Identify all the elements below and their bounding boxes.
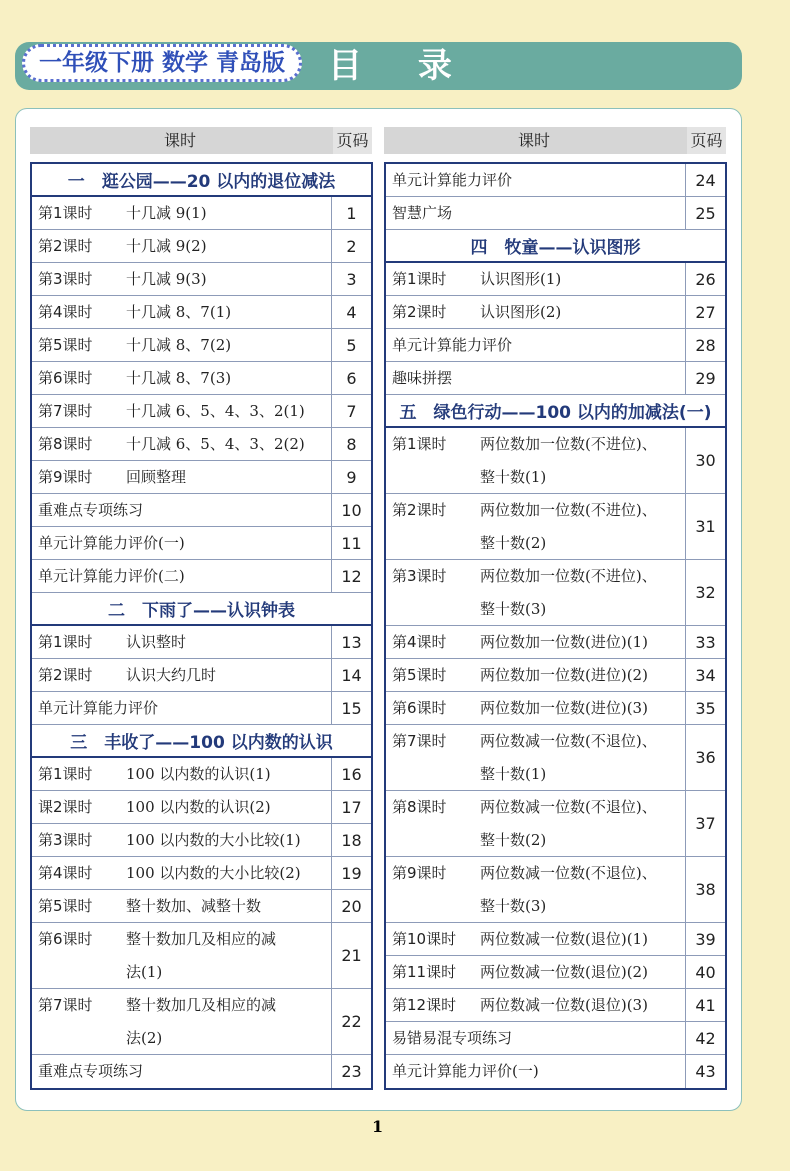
entry-title [126, 890, 261, 922]
lesson-label: 第7课时 [392, 732, 447, 750]
entry-title [480, 626, 648, 658]
entry-title-line: 100 以内数的认识(2) [126, 798, 271, 816]
entry-title-line: 法(1) [126, 963, 163, 981]
lesson-label: 第2课时 [38, 666, 93, 684]
entry-title-cell [386, 956, 685, 988]
page-number-cell: 30 [685, 428, 725, 493]
entry-title-cell [32, 494, 331, 526]
toc-entry[interactable] [386, 1055, 725, 1088]
toc-entry[interactable] [386, 428, 725, 494]
entry-title-line: 认识图形(2) [480, 303, 562, 321]
section-heading: 四 牧童——认识图形 [386, 230, 725, 263]
entry-title [392, 197, 452, 229]
entry-title [480, 989, 648, 1021]
toc-entry[interactable] [386, 494, 725, 560]
lesson-label: 第5课时 [38, 336, 93, 354]
page-number-cell: 24 [685, 164, 725, 196]
page-number-cell: 26 [685, 263, 725, 295]
lesson-label: 第6课时 [38, 930, 93, 948]
entry-title-cell [32, 824, 331, 856]
page-number-cell: 9 [331, 461, 371, 493]
lesson-label: 第10课时 [392, 930, 457, 948]
lesson-label: 第3课时 [38, 270, 93, 288]
page-number-cell: 21 [331, 923, 371, 988]
page-number-cell: 10 [331, 494, 371, 526]
entry-title-cell [386, 164, 685, 196]
entry-title-line: 认识图形(1) [480, 270, 562, 288]
entry-title-cell [386, 626, 685, 658]
page-number-cell: 16 [331, 758, 371, 790]
entry-title [126, 230, 207, 262]
page-number-cell: 4 [331, 296, 371, 328]
entry-title-line: 两位数减一位数(退位)(3) [480, 996, 648, 1014]
entry-title [126, 197, 207, 229]
entry-title-cell [386, 659, 685, 691]
entry-title-line: 整十数(3) [480, 600, 547, 618]
entry-title-line: 两位数减一位数(退位)(1) [480, 930, 648, 948]
page-title: 目 录 [328, 46, 474, 86]
page-header: 页码 [687, 127, 726, 154]
entry-title [392, 1055, 539, 1088]
entry-title-line: 100 以内数的大小比较(1) [126, 831, 301, 849]
entry-title-line: 十几减 8、7(1) [126, 303, 232, 321]
page-number-cell: 39 [685, 923, 725, 955]
entry-title-line: 整十数(2) [480, 831, 547, 849]
entry-title-cell [386, 263, 685, 295]
section-heading: 五 绿色行动——100 以内的加减法(一) [386, 395, 725, 428]
entry-title-line: 整十数加几及相应的减 [126, 930, 277, 948]
entry-title [480, 857, 657, 922]
entry-title [480, 725, 657, 790]
entry-title [38, 1055, 143, 1088]
entry-title-line: 十几减 9(1) [126, 204, 207, 222]
entry-title [126, 626, 186, 658]
entry-title-cell [32, 758, 331, 790]
entry-title [126, 362, 231, 394]
entry-title-line: 十几减 8、7(3) [126, 369, 232, 387]
lesson-label: 第5课时 [38, 897, 93, 915]
entry-title-line: 单元计算能力评价(二) [38, 567, 185, 585]
lesson-label: 第8课时 [392, 798, 447, 816]
page-number-cell: 37 [685, 791, 725, 856]
entry-title-line: 整十数(1) [480, 765, 547, 783]
entry-title-cell [386, 428, 685, 493]
toc-entry[interactable] [32, 230, 371, 263]
toc-entry[interactable] [32, 923, 371, 989]
page-number-cell: 43 [685, 1055, 725, 1088]
toc-entry[interactable] [386, 923, 725, 956]
entry-title-cell [386, 494, 685, 559]
entry-title [392, 164, 512, 196]
entry-title [126, 395, 305, 427]
entry-title-cell [32, 428, 331, 460]
entry-title-cell [32, 857, 331, 889]
lesson-label: 第1课时 [38, 633, 93, 651]
entry-title [480, 956, 648, 988]
lesson-label: 第2课时 [38, 237, 93, 255]
entry-title-line: 回顾整理 [126, 468, 187, 486]
page-number-cell: 33 [685, 626, 725, 658]
entry-title-line: 单元计算能力评价(一) [38, 534, 185, 552]
entry-title [38, 494, 143, 526]
page-number-cell: 23 [331, 1055, 371, 1088]
entry-title [480, 428, 657, 493]
entry-title-cell [386, 692, 685, 724]
lesson-label: 第9课时 [392, 864, 447, 882]
toc-entry[interactable] [32, 329, 371, 362]
entry-title-line: 整十数(3) [480, 897, 547, 915]
page-number-cell: 7 [331, 395, 371, 427]
entry-title-line: 整十数(2) [480, 534, 547, 552]
entry-title-line: 智慧广场 [392, 204, 453, 222]
entry-title [392, 1022, 512, 1054]
toc-entry[interactable] [386, 164, 725, 197]
entry-title-line: 趣味拼摆 [392, 369, 453, 387]
entry-title-line: 两位数加一位数(不进位)、 [480, 501, 657, 519]
toc-entry[interactable] [386, 296, 725, 329]
toc-entry[interactable] [32, 989, 371, 1055]
entry-title-line: 易错易混专项练习 [392, 1029, 513, 1047]
toc-entry[interactable] [32, 824, 371, 857]
entry-title-line: 十几减 9(2) [126, 237, 207, 255]
toc-entry[interactable] [32, 626, 371, 659]
lesson-label: 第5课时 [392, 666, 447, 684]
page-number-cell: 27 [685, 296, 725, 328]
page-number-cell: 40 [685, 956, 725, 988]
page-number-cell: 25 [685, 197, 725, 229]
toc-entry[interactable] [32, 197, 371, 230]
toc-entry[interactable] [386, 692, 725, 725]
book-badge: 一年级下册 数学 青岛版 [22, 44, 302, 82]
entry-title-cell [386, 791, 685, 856]
entry-title [392, 329, 512, 361]
entry-title [126, 296, 231, 328]
page-number-cell: 31 [685, 494, 725, 559]
entry-title-line: 十几减 6、5、4、3、2(1) [126, 402, 305, 420]
entry-title-line: 十几减 8、7(2) [126, 336, 232, 354]
entry-title-cell [32, 659, 331, 691]
page-number-cell: 2 [331, 230, 371, 262]
toc-entry[interactable] [386, 329, 725, 362]
entry-title-line: 两位数减一位数(不退位)、 [480, 798, 657, 816]
toc-entry[interactable] [386, 989, 725, 1022]
entry-title-line: 两位数加一位数(进位)(1) [480, 633, 648, 651]
entry-title-line: 单元计算能力评价 [38, 699, 159, 717]
page-number-cell: 32 [685, 560, 725, 625]
toc-entry[interactable] [32, 758, 371, 791]
entry-title-cell [32, 923, 331, 988]
page-number-cell: 36 [685, 725, 725, 790]
toc-entry[interactable] [386, 791, 725, 857]
entry-title-line: 单元计算能力评价 [392, 336, 513, 354]
right-contents-table [384, 162, 727, 1090]
lesson-label: 第1课时 [38, 204, 93, 222]
entry-title-cell [386, 1022, 685, 1054]
toc-entry[interactable] [386, 725, 725, 791]
page-number-cell: 5 [331, 329, 371, 361]
page-number-cell: 35 [685, 692, 725, 724]
entry-title-line: 两位数加一位数(进位)(3) [480, 699, 648, 717]
entry-title-cell [32, 230, 331, 262]
toc-entry[interactable] [32, 461, 371, 494]
lesson-label: 第6课时 [392, 699, 447, 717]
lesson-label: 第12课时 [392, 996, 457, 1014]
entry-title-line: 整十数加几及相应的减 [126, 996, 277, 1014]
entry-title [480, 923, 648, 955]
toc-entry[interactable] [32, 791, 371, 824]
right-column-header [384, 127, 726, 154]
lesson-label: 第4课时 [392, 633, 447, 651]
page-number-cell: 14 [331, 659, 371, 691]
toc-entry[interactable] [32, 362, 371, 395]
lesson-label: 第7课时 [38, 402, 93, 420]
lesson-label: 第9课时 [38, 468, 93, 486]
toc-entry[interactable] [32, 494, 371, 527]
toc-entry[interactable] [32, 395, 371, 428]
page-number-cell: 41 [685, 989, 725, 1021]
lesson-label: 第3课时 [38, 831, 93, 849]
entry-title [126, 791, 271, 823]
entry-title [126, 659, 216, 691]
toc-entry[interactable] [386, 362, 725, 395]
toc-entry[interactable] [32, 659, 371, 692]
page-number: 1 [372, 1117, 384, 1136]
lesson-label: 课2课时 [38, 798, 93, 816]
lesson-label: 第2课时 [392, 303, 447, 321]
page-number-cell: 22 [331, 989, 371, 1054]
page-number-cell: 28 [685, 329, 725, 361]
lesson-label: 第1课时 [392, 435, 447, 453]
page-number-cell: 1 [331, 197, 371, 229]
entry-title-cell [32, 989, 331, 1054]
entry-title-cell [32, 527, 331, 559]
entry-title-line: 两位数减一位数(退位)(2) [480, 963, 648, 981]
page-number-cell: 3 [331, 263, 371, 295]
left-column-header [30, 127, 372, 154]
entry-title [126, 263, 207, 295]
entry-title [126, 824, 301, 856]
entry-title [480, 659, 648, 691]
entry-title-cell [386, 989, 685, 1021]
entry-title-cell [32, 692, 331, 724]
entry-title [480, 263, 561, 295]
toc-entry[interactable] [32, 296, 371, 329]
entry-title-cell [32, 626, 331, 658]
entry-title-line: 100 以内数的认识(1) [126, 765, 271, 783]
toc-entry[interactable] [32, 1055, 371, 1088]
page-number-cell: 42 [685, 1022, 725, 1054]
entry-title-cell [32, 296, 331, 328]
toc-entry[interactable] [386, 626, 725, 659]
entry-title-cell [386, 923, 685, 955]
entry-title-line: 认识大约几时 [126, 666, 217, 684]
entry-title-cell [386, 296, 685, 328]
page-number-cell: 18 [331, 824, 371, 856]
page-number-cell: 15 [331, 692, 371, 724]
toc-entry[interactable] [32, 857, 371, 890]
page-number-cell: 20 [331, 890, 371, 922]
entry-title [126, 989, 276, 1054]
entry-title [126, 461, 186, 493]
entry-title-cell [386, 329, 685, 361]
page-number-cell: 38 [685, 857, 725, 922]
page-number-cell: 11 [331, 527, 371, 559]
entry-title-line: 两位数减一位数(不退位)、 [480, 732, 657, 750]
entry-title-line: 认识整时 [126, 633, 187, 651]
toc-entry[interactable] [386, 197, 725, 230]
entry-title-cell [32, 461, 331, 493]
lesson-label: 第7课时 [38, 996, 93, 1014]
entry-title-cell [32, 362, 331, 394]
toc-entry[interactable] [32, 428, 371, 461]
entry-title-line: 重难点专项练习 [38, 501, 144, 519]
lesson-label: 第6课时 [38, 369, 93, 387]
entry-title [126, 758, 271, 790]
entry-title-line: 两位数减一位数(不退位)、 [480, 864, 657, 882]
lesson-label: 第4课时 [38, 864, 93, 882]
entry-title-cell [386, 197, 685, 229]
entry-title [126, 428, 305, 460]
entry-title [480, 692, 648, 724]
toc-entry[interactable] [386, 857, 725, 923]
entry-title-line: 十几减 6、5、4、3、2(2) [126, 435, 305, 453]
left-contents-table [30, 162, 373, 1090]
section-heading: 二 下雨了——认识钟表 [32, 593, 371, 626]
entry-title-cell [32, 263, 331, 295]
entry-title [480, 560, 657, 625]
page-number-cell: 29 [685, 362, 725, 394]
entry-title [38, 560, 185, 592]
entry-title-cell [32, 197, 331, 229]
entry-title [126, 857, 301, 889]
toc-entry[interactable] [32, 560, 371, 593]
toc-entry[interactable] [386, 659, 725, 692]
lesson-label: 第8课时 [38, 435, 93, 453]
toc-entry[interactable] [386, 263, 725, 296]
entry-title-line: 重难点专项练习 [38, 1062, 144, 1080]
lesson-label: 第3课时 [392, 567, 447, 585]
entry-title-cell [386, 857, 685, 922]
entry-title-cell [32, 791, 331, 823]
entry-title-cell [386, 560, 685, 625]
entry-title-cell [32, 329, 331, 361]
entry-title [126, 329, 231, 361]
section-heading: 一 逛公园——20 以内的退位减法 [32, 164, 371, 197]
entry-title-cell [386, 725, 685, 790]
entry-title-cell [32, 395, 331, 427]
lesson-label: 第11课时 [392, 963, 457, 981]
entry-title [480, 791, 657, 856]
page-number-cell: 12 [331, 560, 371, 592]
entry-title-line: 整十数(1) [480, 468, 547, 486]
entry-title-cell [386, 362, 685, 394]
page-number-cell: 17 [331, 791, 371, 823]
entry-title [38, 527, 185, 559]
entry-title-line: 两位数加一位数(不进位)、 [480, 567, 657, 585]
entry-title-cell [32, 1055, 331, 1088]
toc-entry[interactable] [386, 560, 725, 626]
toc-entry[interactable] [386, 956, 725, 989]
entry-title-line: 100 以内数的大小比较(2) [126, 864, 301, 882]
toc-entry[interactable] [32, 692, 371, 725]
entry-title [480, 296, 561, 328]
section-heading: 三 丰收了——100 以内数的认识 [32, 725, 371, 758]
entry-title-line: 两位数加一位数(进位)(2) [480, 666, 648, 684]
entry-title [126, 923, 276, 988]
page-number-cell: 6 [331, 362, 371, 394]
lesson-header: 课时 [517, 131, 550, 150]
entry-title-line: 法(2) [126, 1029, 163, 1047]
lesson-header: 课时 [163, 131, 196, 150]
entry-title-cell [32, 560, 331, 592]
page-number-cell: 34 [685, 659, 725, 691]
entry-title-cell [386, 1055, 685, 1088]
toc-entry[interactable] [32, 890, 371, 923]
entry-title-line: 整十数加、减整十数 [126, 897, 262, 915]
lesson-label: 第4课时 [38, 303, 93, 321]
entry-title-line: 单元计算能力评价(一) [392, 1062, 539, 1080]
toc-entry[interactable] [32, 527, 371, 560]
page-number-cell: 13 [331, 626, 371, 658]
toc-entry[interactable] [386, 1022, 725, 1055]
entry-title [480, 494, 657, 559]
entry-title [38, 692, 158, 724]
toc-entry[interactable] [32, 263, 371, 296]
entry-title [392, 362, 452, 394]
page-number-cell: 19 [331, 857, 371, 889]
entry-title-line: 两位数加一位数(不进位)、 [480, 435, 657, 453]
lesson-label: 第2课时 [392, 501, 447, 519]
page-number-cell: 8 [331, 428, 371, 460]
entry-title-cell [32, 890, 331, 922]
lesson-label: 第1课时 [38, 765, 93, 783]
entry-title-line: 单元计算能力评价 [392, 171, 513, 189]
lesson-label: 第1课时 [392, 270, 447, 288]
entry-title-line: 十几减 9(3) [126, 270, 207, 288]
page-header: 页码 [333, 127, 372, 154]
